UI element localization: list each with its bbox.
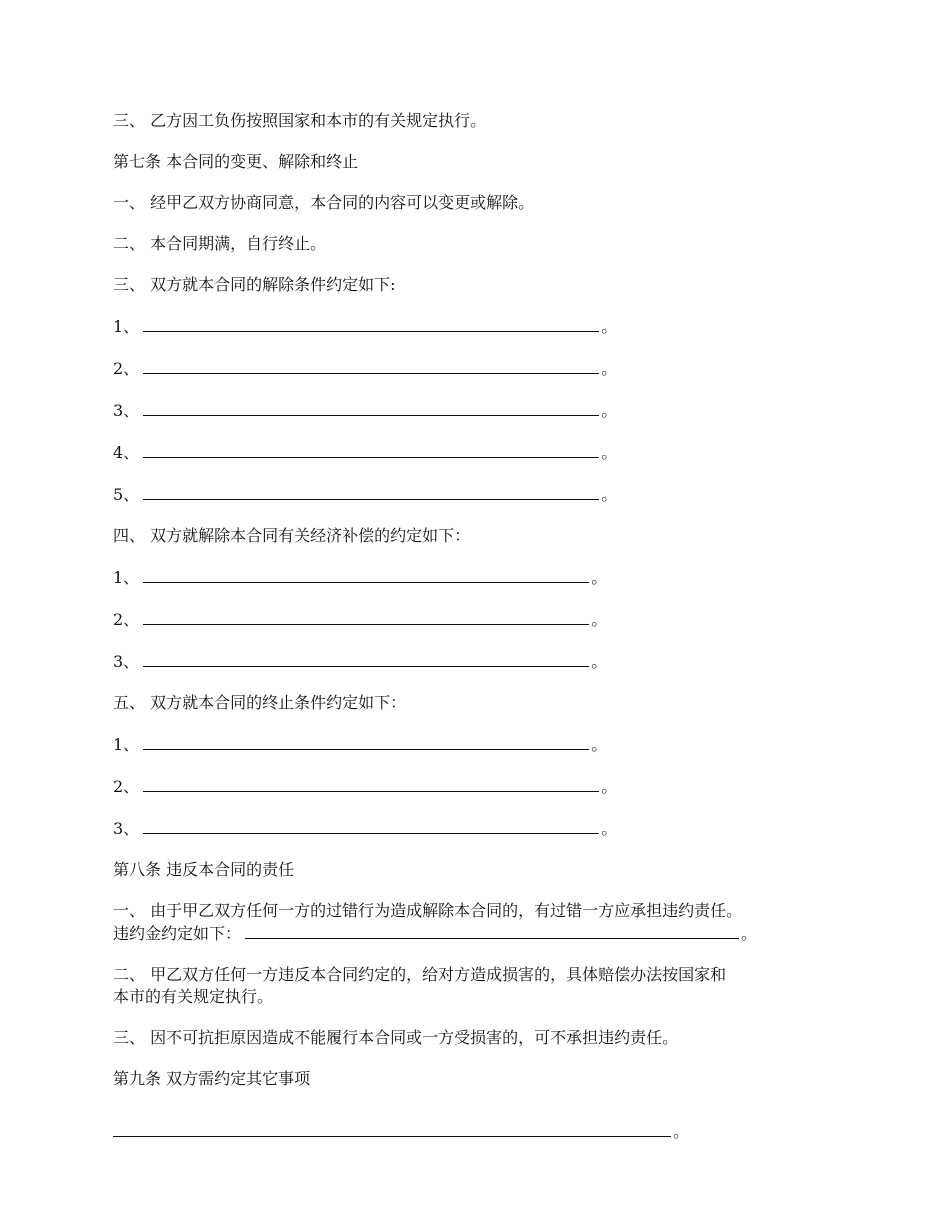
article-7-clause-3: 三、 双方就本合同的解除条件约定如下: xyxy=(113,275,396,294)
period-mark: 。 xyxy=(601,401,618,420)
fill-in-blank[interactable] xyxy=(143,357,599,374)
item-number: 4、 xyxy=(113,443,140,462)
compensation-item-2 xyxy=(113,608,843,631)
article-7-title: 第七条 本合同的变更、解除和终止 xyxy=(113,152,359,171)
end-condition-item-1 xyxy=(113,733,843,756)
article-7-clause-4: 四、 双方就解除本合同有关经济补偿的约定如下： xyxy=(113,526,471,545)
fill-in-blank[interactable] xyxy=(143,608,589,625)
termination-condition-item-4 xyxy=(113,441,843,464)
period-mark: 。 xyxy=(601,359,618,378)
item-number: 5、 xyxy=(113,485,140,504)
article-8-clause-3: 三、 因不可抗拒原因造成不能履行本合同或一方受损害的，可不承担违约责任。 xyxy=(113,1028,679,1047)
item-number: 3、 xyxy=(113,401,140,420)
period-mark: 。 xyxy=(591,568,608,587)
item-number: 1、 xyxy=(113,317,140,336)
fill-in-blank[interactable] xyxy=(143,775,599,792)
contract-page xyxy=(113,110,843,1162)
item-number: 1、 xyxy=(113,735,140,754)
article-7-clause-5: 五、 双方就本合同的终止条件约定如下： xyxy=(113,693,407,712)
period-mark: 。 xyxy=(601,819,618,838)
fill-in-blank[interactable] xyxy=(143,441,599,458)
article-8-clause-1 xyxy=(113,900,843,945)
end-condition-item-3 xyxy=(113,817,843,840)
article-8-title: 第八条 违反本合同的责任 xyxy=(113,860,295,879)
other-matters-line xyxy=(113,1120,843,1143)
period-mark: 。 xyxy=(601,777,618,796)
article-8-clause-2 xyxy=(113,964,843,1008)
clause-injury-text: 三、 乙方因工负伤按照国家和本市的有关规定执行。 xyxy=(113,111,487,130)
period-mark: 。 xyxy=(601,443,618,462)
penalty-blank[interactable] xyxy=(245,922,739,939)
article-7-clause-1: 一、 经甲乙双方协商同意，本合同的内容可以变更或解除。 xyxy=(113,193,535,212)
fill-in-blank[interactable] xyxy=(143,817,599,834)
fill-in-blank[interactable] xyxy=(143,399,599,416)
item-number: 2、 xyxy=(113,610,140,629)
article-7-clause-2: 二、 本合同期满，自行终止。 xyxy=(113,234,327,253)
item-number: 2、 xyxy=(113,777,140,796)
period-mark: 。 xyxy=(591,652,608,671)
item-number: 1、 xyxy=(113,568,140,587)
fill-in-blank[interactable] xyxy=(143,315,599,332)
fill-in-blank[interactable] xyxy=(143,483,599,500)
fill-in-blank[interactable] xyxy=(143,733,589,750)
other-matters-blank[interactable] xyxy=(113,1120,671,1137)
clause-text-continued: 本市的有关规定执行。 xyxy=(113,987,274,1006)
period-mark: 。 xyxy=(601,485,618,504)
compensation-item-3 xyxy=(113,650,843,673)
fill-in-blank[interactable] xyxy=(143,566,589,583)
period-mark: 。 xyxy=(591,735,608,754)
termination-condition-item-5 xyxy=(113,483,843,506)
clause-text: 二、 甲乙双方任何一方违反本合同约定的，给对方造成损害的，具体赔偿办法按国家和 xyxy=(113,965,727,984)
item-number: 2、 xyxy=(113,359,140,378)
end-condition-item-2 xyxy=(113,775,843,798)
period-mark: 。 xyxy=(601,317,618,336)
period-mark: 。 xyxy=(591,610,608,629)
termination-condition-item-2 xyxy=(113,357,843,380)
item-number: 3、 xyxy=(113,652,140,671)
compensation-item-1 xyxy=(113,566,843,589)
item-number: 3、 xyxy=(113,819,140,838)
article-9-title: 第九条 双方需约定其它事项 xyxy=(113,1069,311,1088)
period-mark: 。 xyxy=(673,1122,690,1141)
termination-condition-item-3 xyxy=(113,399,843,422)
penalty-label: 违约金约定如下： xyxy=(113,924,242,943)
clause-text: 一、 由于甲乙双方任何一方的过错行为造成解除本合同的，有过错一方应承担违约责任。 xyxy=(113,901,743,920)
period-mark: 。 xyxy=(741,924,758,943)
fill-in-blank[interactable] xyxy=(143,650,589,667)
termination-condition-item-1 xyxy=(113,315,843,338)
